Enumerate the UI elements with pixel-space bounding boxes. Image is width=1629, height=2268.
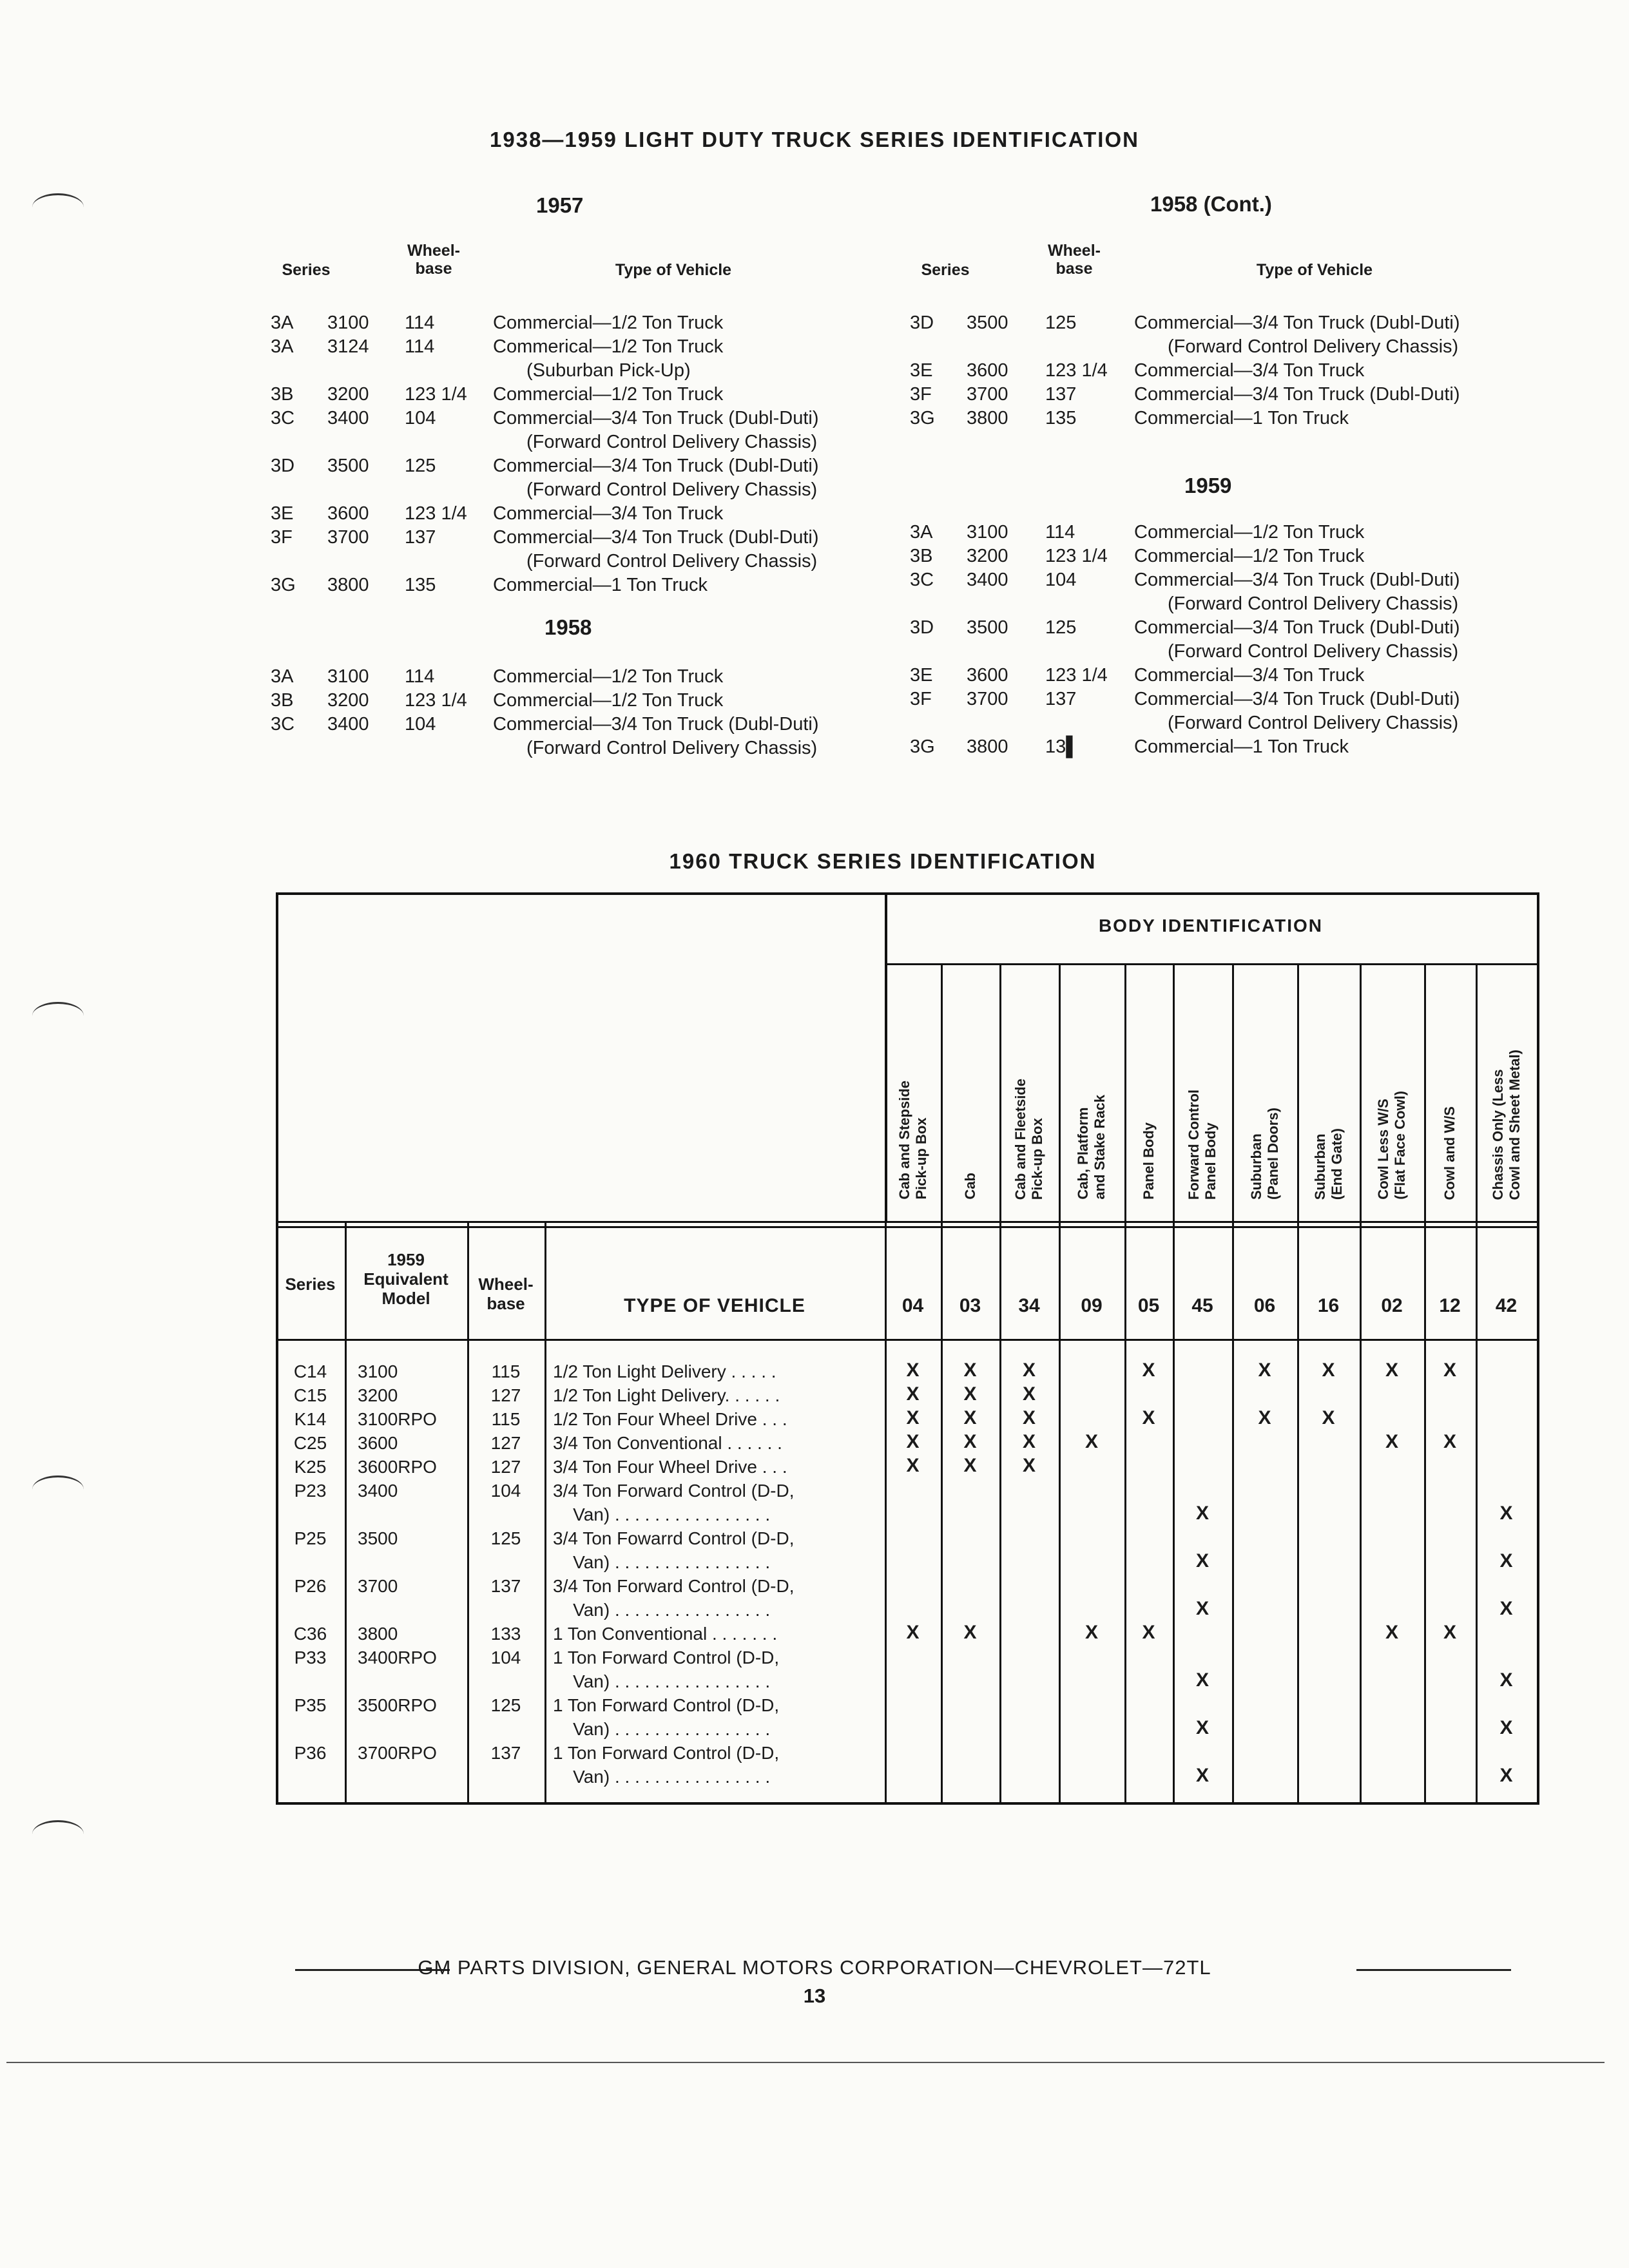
body-type-header <box>941 966 999 1205</box>
vehicle-type: 3/4 Ton Conventional . . . . . . <box>553 1433 782 1453</box>
series-code: 3C <box>271 714 295 735</box>
wheelbase-value: 127 <box>490 1457 521 1477</box>
wheelbase-value: 135 <box>405 575 436 595</box>
body-mark: X <box>1258 1360 1271 1381</box>
series-code: P25 <box>294 1528 327 1548</box>
wheelbase-value: 104 <box>405 714 436 735</box>
body-type-label: Cab and Stepside Pick-up Box <box>896 1081 929 1200</box>
year-heading: 1959 <box>1184 474 1232 497</box>
body-mark: X <box>1385 1360 1398 1381</box>
series-code: 3G <box>910 736 935 757</box>
body-mark: X <box>1443 1360 1456 1381</box>
body-type-header <box>1124 966 1173 1205</box>
body-code: 42 <box>1495 1295 1518 1316</box>
wheelbase-value: 125 <box>1045 617 1077 638</box>
list-row <box>0 546 1629 569</box>
body-mark: X <box>963 1407 977 1428</box>
model-number: 3200 <box>327 384 369 405</box>
list-row <box>0 713 1629 736</box>
wheelbase-value: 115 <box>491 1409 521 1429</box>
body-mark: X <box>1195 1669 1209 1691</box>
vehicle-type: Commercial—3/4 Ton Truck (Dubl-Duti) <box>493 408 819 428</box>
wheelbase-value: 115 <box>491 1361 521 1381</box>
series-code: 3E <box>271 503 294 524</box>
vehicle-type: 1 Ton Forward Control (D-D, <box>553 1695 780 1715</box>
series-code: P26 <box>294 1576 327 1596</box>
list-row <box>0 641 1629 664</box>
model-number: 3600 <box>967 665 1008 686</box>
body-type-header <box>885 966 941 1205</box>
list-row <box>0 522 1629 545</box>
wheelbase-value: 114 <box>405 336 435 357</box>
equivalent-model: 3700 <box>358 1576 398 1596</box>
series-code: 3E <box>910 360 933 381</box>
model-number: 3700 <box>967 689 1008 709</box>
vehicle-type: (Suburban Pick-Up) <box>526 360 691 381</box>
body-mark: X <box>963 1383 977 1405</box>
vehicle-type: Commercial—3/4 Ton Truck (Dubl-Duti) <box>493 714 819 735</box>
vehicle-type: 3/4 Ton Fowarrd Control (D-D, <box>553 1528 795 1548</box>
list-row <box>0 360 1629 383</box>
vehicle-type: Commerical—1/2 Ton Truck <box>493 336 724 357</box>
list-row <box>0 384 1629 407</box>
body-mark: X <box>1142 1407 1155 1428</box>
list-row <box>0 736 1629 760</box>
list-row <box>0 336 1629 360</box>
wheelbase-value: 133 <box>490 1624 521 1644</box>
vehicle-type: 1 Ton Forward Control (D-D, <box>553 1648 780 1667</box>
vehicle-type: 3/4 Ton Forward Control (D-D, <box>553 1481 795 1501</box>
type-of-vehicle-header: TYPE OF VEHICLE <box>624 1295 805 1316</box>
list-row <box>0 665 1629 688</box>
wheelbase-value: 127 <box>490 1433 521 1453</box>
footer-text: GM PARTS DIVISION, GENERAL MOTORS CORPORATION—CHEVROLET—72TL <box>418 1956 1211 1979</box>
list-row <box>0 432 1629 455</box>
page-number: 13 <box>803 1984 826 2007</box>
wheelbase-value: 123 1/4 <box>1045 546 1108 566</box>
body-type-header <box>1232 966 1297 1205</box>
body-mark: X <box>1443 1622 1456 1643</box>
vehicle-type: Commercial—1 Ton Truck <box>1134 736 1349 757</box>
grid-line <box>885 963 1537 965</box>
body-type-label: Cowl and W/S <box>1441 1106 1458 1200</box>
equivalent-model-header: 1959 Equivalent Model <box>363 1250 448 1308</box>
model-number: 3100 <box>327 312 369 333</box>
wheelbase-header: Wheel- base <box>407 242 460 278</box>
model-number: 3500 <box>967 617 1008 638</box>
vehicle-type: Commercial—3/4 Ton Truck (Dubl-Duti) <box>493 456 819 476</box>
body-mark: X <box>1022 1455 1036 1476</box>
wheelbase-value: 104 <box>1045 570 1077 590</box>
series-code: 3F <box>271 527 293 548</box>
wheelbase-value: 123 1/4 <box>1045 360 1108 381</box>
vehicle-type: 1 Ton Conventional . . . . . . . <box>553 1624 778 1644</box>
grid-line <box>276 892 1537 895</box>
model-number: 3500 <box>327 456 369 476</box>
vehicle-type: Van) . . . . . . . . . . . . . . . . <box>553 1504 771 1524</box>
series-code: 3A <box>271 336 294 357</box>
vehicle-type: Commercial—3/4 Ton Truck <box>1134 665 1365 686</box>
body-mark: X <box>1195 1503 1209 1524</box>
series-code: 3B <box>271 384 294 405</box>
equivalent-model: 3600 <box>358 1433 398 1453</box>
wheelbase-value: 137 <box>1045 689 1077 709</box>
wheelbase-value: 123 1/4 <box>1045 665 1108 686</box>
series-header: Series <box>921 261 970 279</box>
model-number: 3124 <box>327 336 369 357</box>
body-type-label: Cab <box>961 1173 978 1200</box>
list-row <box>0 689 1629 712</box>
margin-mark <box>32 193 84 221</box>
body-code: 02 <box>1381 1295 1403 1316</box>
body-mark: X <box>906 1383 920 1405</box>
series-code: P36 <box>294 1743 327 1763</box>
wheelbase-value: 104 <box>490 1648 521 1667</box>
body-mark: X <box>963 1431 977 1452</box>
model-number: 3700 <box>967 384 1008 405</box>
series-code: P23 <box>294 1481 327 1501</box>
body-mark: X <box>1499 1765 1513 1786</box>
wheelbase-value: 127 <box>490 1385 521 1405</box>
body-type-header <box>1360 966 1424 1205</box>
body-code: 34 <box>1018 1295 1040 1316</box>
vehicle-type: Commercial—1 Ton Truck <box>493 575 708 595</box>
wheelbase-header: Wheel- base <box>1048 242 1101 278</box>
vehicle-type: Commercial—1/2 Ton Truck <box>493 384 724 405</box>
series-code: 3B <box>271 690 294 711</box>
vehicle-type: (Forward Control Delivery Chassis) <box>1168 641 1459 662</box>
series-code: K25 <box>294 1457 327 1477</box>
grid-line <box>276 1339 1537 1341</box>
margin-mark <box>32 1820 84 1848</box>
body-mark: X <box>1443 1431 1456 1452</box>
wheelbase-value: 104 <box>405 408 436 428</box>
year-heading: 1957 <box>536 193 584 217</box>
vehicle-type: Commercial—1/2 Ton Truck <box>493 312 724 333</box>
model-number: 3800 <box>967 736 1008 757</box>
wheelbase-value: 137 <box>405 527 436 548</box>
vehicle-type: (Forward Control Delivery Chassis) <box>526 432 818 452</box>
body-mark: X <box>1084 1431 1098 1452</box>
vehicle-type: Commercial—3/4 Ton Truck (Dubl-Duti) <box>1134 617 1460 638</box>
grid-line <box>276 1221 1537 1223</box>
vehicle-type: 1/2 Ton Light Delivery . . . . . <box>553 1361 776 1381</box>
vehicle-type: Commercial—3/4 Ton Truck (Dubl-Duti) <box>1134 689 1460 709</box>
body-mark: X <box>1022 1360 1036 1381</box>
wheelbase-value: 123 1/4 <box>405 503 467 524</box>
margin-mark <box>32 1475 84 1503</box>
body-code: 12 <box>1439 1295 1461 1316</box>
vehicle-type: Commercial—1/2 Ton Truck <box>493 666 724 687</box>
wheelbase-value: 125 <box>405 456 436 476</box>
page-title: 1938—1959 LIGHT DUTY TRUCK SERIES IDENTIFICATION <box>490 128 1139 151</box>
vehicle-type: (Forward Control Delivery Chassis) <box>1168 713 1459 733</box>
equivalent-model: 3100 <box>358 1361 398 1381</box>
body-mark: X <box>1322 1360 1335 1381</box>
vehicle-type: Commercial—3/4 Ton Truck <box>493 503 724 524</box>
series-code: C15 <box>293 1385 327 1405</box>
body-type-label: Suburban (End Gate) <box>1311 1128 1345 1200</box>
vehicle-type: Van) . . . . . . . . . . . . . . . . <box>553 1600 771 1620</box>
wheelbase-value: 114 <box>405 312 435 333</box>
body-type-header <box>1173 966 1232 1205</box>
body-mark: X <box>963 1360 977 1381</box>
body-code: 09 <box>1081 1295 1103 1316</box>
list-row <box>0 479 1629 503</box>
model-number: 3600 <box>327 503 369 524</box>
body-mark: X <box>1499 1717 1513 1738</box>
model-number: 3400 <box>967 570 1008 590</box>
vehicle-type: Van) . . . . . . . . . . . . . . . . <box>553 1552 771 1572</box>
body-type-label: Cab, Platform and Stake Rack <box>1075 1095 1108 1200</box>
body-type-label: Suburban (Panel Doors) <box>1248 1107 1281 1200</box>
equivalent-model: 3400 <box>358 1481 398 1501</box>
year-heading: 1958 (Cont.) <box>1150 192 1272 216</box>
vehicle-type: Commercial—3/4 Ton Truck (Dubl-Duti) <box>1134 570 1460 590</box>
vehicle-type: (Forward Control Delivery Chassis) <box>526 479 818 500</box>
series-code: 3F <box>910 384 932 405</box>
vehicle-type: 1/2 Ton Light Delivery. . . . . . <box>553 1385 780 1405</box>
series-code: K14 <box>294 1409 327 1429</box>
series-code: 3A <box>271 666 294 687</box>
vehicle-type: Commercial—3/4 Ton Truck <box>1134 360 1365 381</box>
series-code: 3F <box>910 689 932 709</box>
body-code: 04 <box>901 1295 924 1316</box>
vehicle-type: Van) . . . . . . . . . . . . . . . . <box>553 1767 771 1787</box>
grid-line <box>345 1221 347 1802</box>
vehicle-type: Commercial—3/4 Ton Truck (Dubl-Duti) <box>493 527 819 548</box>
list-row <box>0 456 1629 479</box>
wheelbase-value: 123 1/4 <box>405 690 467 711</box>
wheelbase-value: 114 <box>405 666 435 687</box>
body-type-header <box>1059 966 1124 1205</box>
vehicle-type: Commercial—1/2 Ton Truck <box>1134 546 1365 566</box>
series-code: P33 <box>294 1648 327 1667</box>
body-mark: X <box>1195 1717 1209 1738</box>
body-code: 06 <box>1253 1295 1276 1316</box>
year-heading: 1958 <box>545 615 592 639</box>
body-mark: X <box>963 1455 977 1476</box>
body-mark: X <box>963 1622 977 1643</box>
table-1960-title: 1960 TRUCK SERIES IDENTIFICATION <box>669 849 1097 873</box>
series-code: 3C <box>271 408 295 428</box>
body-mark: X <box>1022 1407 1036 1428</box>
wheelbase-header: Wheel- base <box>478 1274 534 1313</box>
equivalent-model: 3700RPO <box>358 1743 437 1763</box>
model-number: 3200 <box>967 546 1008 566</box>
model-number: 3800 <box>967 408 1008 428</box>
body-mark: X <box>906 1360 920 1381</box>
body-mark: X <box>1499 1669 1513 1691</box>
vehicle-type: 3/4 Ton Four Wheel Drive . . . <box>553 1457 787 1477</box>
body-mark: X <box>1142 1360 1155 1381</box>
wheelbase-value: 114 <box>1045 522 1075 543</box>
wheelbase-value: 104 <box>490 1481 521 1501</box>
body-code: 16 <box>1317 1295 1340 1316</box>
body-mark: X <box>1258 1407 1271 1428</box>
body-code: 45 <box>1191 1295 1213 1316</box>
body-mark: X <box>1499 1503 1513 1524</box>
body-type-label: Panel Body <box>1140 1122 1157 1200</box>
series-code: 3D <box>910 617 934 638</box>
model-number: 3100 <box>327 666 369 687</box>
body-mark: X <box>906 1622 920 1643</box>
equivalent-model: 3500RPO <box>358 1695 437 1715</box>
wheelbase-value: 135 <box>1045 408 1077 428</box>
vehicle-type: Van) . . . . . . . . . . . . . . . . <box>553 1671 771 1691</box>
list-row <box>0 593 1629 617</box>
body-code: 03 <box>959 1295 981 1316</box>
list-row <box>0 408 1629 431</box>
model-number: 3500 <box>967 312 1008 333</box>
vehicle-type: (Forward Control Delivery Chassis) <box>1168 336 1459 357</box>
vehicle-type: (Forward Control Delivery Chassis) <box>1168 593 1459 614</box>
body-mark: X <box>1195 1598 1209 1619</box>
equivalent-model: 3200 <box>358 1385 398 1405</box>
vehicle-type: (Forward Control Delivery Chassis) <box>526 738 818 758</box>
series-code: P35 <box>294 1695 327 1715</box>
body-mark: X <box>1022 1383 1036 1405</box>
body-type-label: Cowl Less W/S (Flat Face Cowl) <box>1375 1091 1408 1200</box>
body-type-header <box>1297 966 1360 1205</box>
vehicle-type: Commercial—1/2 Ton Truck <box>1134 522 1365 543</box>
body-mark: X <box>906 1431 920 1452</box>
vehicle-type: 1/2 Ton Four Wheel Drive . . . <box>553 1409 787 1429</box>
model-number: 3200 <box>327 690 369 711</box>
wheelbase-value: 125 <box>490 1528 521 1548</box>
list-row <box>0 312 1629 336</box>
wheelbase-value: 123 1/4 <box>405 384 467 405</box>
type-header: Type of Vehicle <box>1256 261 1373 279</box>
body-mark: X <box>1022 1431 1036 1452</box>
margin-mark <box>32 1002 84 1030</box>
body-mark: X <box>1385 1622 1398 1643</box>
body-mark: X <box>1195 1765 1209 1786</box>
body-type-label: Cab and Fleetside Pick-up Box <box>1012 1078 1045 1200</box>
series-code: 3A <box>910 522 933 543</box>
body-mark: X <box>906 1455 920 1476</box>
equivalent-model: 3400RPO <box>358 1648 437 1667</box>
body-type-header <box>999 966 1059 1205</box>
model-number: 3600 <box>967 360 1008 381</box>
model-number: 3400 <box>327 714 369 735</box>
vehicle-type: (Forward Control Delivery Chassis) <box>526 551 818 572</box>
series-header: Series <box>282 261 331 279</box>
model-number: 3800 <box>327 575 369 595</box>
series-header: Series <box>285 1274 336 1294</box>
wheelbase-value: 137 <box>490 1576 521 1596</box>
series-code: 3D <box>271 456 295 476</box>
wheelbase-value: 125 <box>490 1695 521 1715</box>
grid-line <box>276 1226 1537 1228</box>
type-header: Type of Vehicle <box>615 261 732 279</box>
equivalent-model: 3800 <box>358 1624 398 1644</box>
grid-line <box>1537 892 1539 1805</box>
body-type-label: Forward Control Panel Body <box>1186 1089 1219 1200</box>
series-code: 3B <box>910 546 933 566</box>
equivalent-model: 3100RPO <box>358 1409 437 1429</box>
vehicle-type: Commercial—3/4 Ton Truck (Dubl-Duti) <box>1134 384 1460 405</box>
body-type-header <box>1424 966 1476 1205</box>
grid-line <box>276 1802 1537 1805</box>
vehicle-type: Commercial—1/2 Ton Truck <box>493 690 724 711</box>
body-mark: X <box>1322 1407 1335 1428</box>
series-code: 3A <box>271 312 294 333</box>
series-code: 3G <box>910 408 935 428</box>
series-code: 3E <box>910 665 933 686</box>
wheelbase-value: 137 <box>490 1743 521 1763</box>
series-code: C36 <box>293 1624 327 1644</box>
body-identification-header: BODY IDENTIFICATION <box>1098 916 1324 936</box>
bottom-rule <box>6 2062 1605 2063</box>
list-row <box>0 570 1629 593</box>
vehicle-type: 3/4 Ton Forward Control (D-D, <box>553 1576 795 1596</box>
vehicle-type: Commercial—1 Ton Truck <box>1134 408 1349 428</box>
model-number: 3100 <box>967 522 1008 543</box>
equivalent-model: 3600RPO <box>358 1457 437 1477</box>
body-mark: X <box>906 1407 920 1428</box>
body-mark: X <box>1385 1431 1398 1452</box>
body-code: 05 <box>1137 1295 1160 1316</box>
list-row <box>0 617 1629 640</box>
model-number: 3400 <box>327 408 369 428</box>
wheelbase-value: 137 <box>1045 384 1077 405</box>
body-type-header <box>1476 966 1537 1205</box>
equivalent-model: 3500 <box>358 1528 398 1548</box>
model-number: 3700 <box>327 527 369 548</box>
series-code: 3C <box>910 570 934 590</box>
body-mark: X <box>1142 1622 1155 1643</box>
vehicle-type: 1 Ton Forward Control (D-D, <box>553 1743 780 1763</box>
wheelbase-value: 125 <box>1045 312 1077 333</box>
series-code: C14 <box>293 1361 327 1381</box>
body-mark: X <box>1499 1598 1513 1619</box>
wheelbase-value: 13▌ <box>1045 736 1079 757</box>
body-mark: X <box>1195 1550 1209 1571</box>
series-code: 3G <box>271 575 296 595</box>
body-type-label: Chassis Only (Less Cowl and Sheet Metal) <box>1489 1049 1523 1200</box>
body-mark: X <box>1084 1622 1098 1643</box>
vehicle-type: Commercial—3/4 Ton Truck (Dubl-Duti) <box>1134 312 1460 333</box>
series-code: C25 <box>293 1433 327 1453</box>
series-code: 3D <box>910 312 934 333</box>
body-mark: X <box>1499 1550 1513 1571</box>
vehicle-type: Van) . . . . . . . . . . . . . . . . <box>553 1719 771 1739</box>
